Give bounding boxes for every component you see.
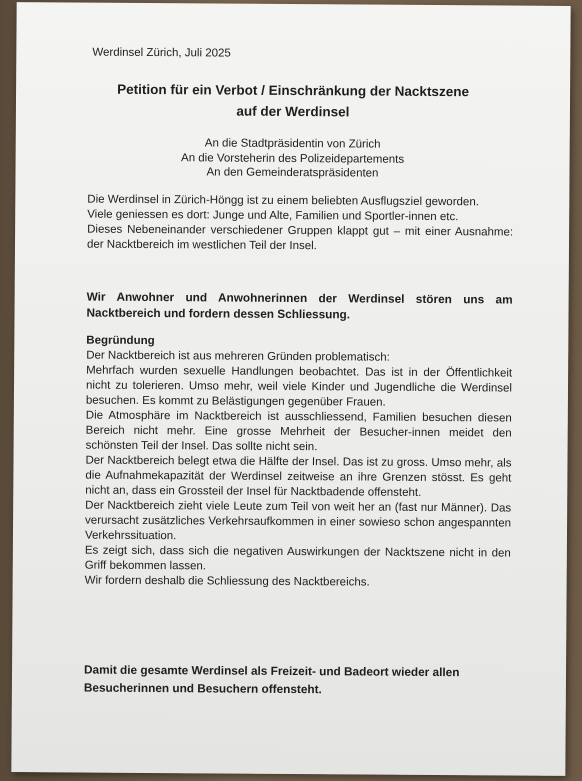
reasons-section	[85, 334, 513, 592]
reason-paragraph: Der Nacktbereich zieht viele Leute zum Teil von weit her an (fast nur Männer). Das verursacht zusätzliches Verkehrsaufkommen in einer sowieso schon angespannten Verkehrssituation.	[84, 499, 512, 543]
addressee-2: An die Vorsteherin des Polizeidepartements	[181, 151, 405, 166]
reason-paragraph: Die Atmosphäre im Nacktbereich ist ausschliessend, Familien besuchen diesen Bereich nicht mehr. Eine grosse Mehrheit der Besucher-innen meidet den schönsten Teil der Insel. Das sollte nicht sein.	[85, 409, 512, 454]
reason-paragraph: Mehrfach wurden sexuelle Handlungen beobachtet. Das ist in der Öffentlichkeit nicht zu tolerieren. Umso mehr, weil viele Kinder und Jugendliche die Werdinsel besuchen. Es kommt zu Belästigungen gegenüber Frauen.	[85, 364, 513, 409]
closing-statement: Damit die gesamte Werdinsel als Freizeit- und Badeort wieder allen Besucherinnen und Besuchern offensteht.	[83, 662, 460, 697]
reason-paragraph: Der Nacktbereich belegt etwa die Hälfte der Insel. Das ist zu gross. Umso mehr, als die Aufnahmekapazität der Werdinsel zeitweise an ihre Grenzen stösst. Es geht nicht an, dass ein Grossteil der Insel für Nacktbadende offensteht.	[85, 454, 512, 499]
date-line: Werdinsel Zürich, Juli 2025	[92, 46, 231, 60]
intro-sentence-2: Viele geniessen es dort: Junge und Alte, Familien und Sportler-innen etc.	[87, 208, 459, 224]
addressee-3: An den Gemeinderatspräsidenten	[206, 166, 379, 180]
intro-paragraph	[87, 193, 513, 256]
intro-sentence-1: Die Werdinsel in Zürich-Höngg ist zu einem beliebten Ausflugsziel geworden.	[87, 193, 479, 209]
addressee-1: An die Stadtpräsidentin von Zürich	[204, 137, 381, 151]
title-line-2: auf der Werdinsel	[236, 103, 350, 120]
intro-sentence-3: Dieses Nebeneinander verschiedener Gruppen klappt gut – mit einer Ausnahme: der Nacktbereich im westlichen Teil der Insel.	[86, 223, 514, 253]
reason-paragraph: Der Nacktbereich ist aus mehreren Gründen problematisch:	[86, 349, 390, 364]
reasons-heading: Begründung	[86, 334, 155, 348]
addressee-block	[15, 135, 569, 182]
reason-paragraph: Es zeigt sich, dass sich die negativen Auswirkungen der Nacktszene nicht in den Griff bekommen lassen.	[84, 544, 511, 573]
reason-paragraph: Wir fordern deshalb die Schliessung des Nacktbereichs.	[84, 574, 370, 589]
petition-sheet	[11, 2, 570, 776]
demand-statement: Wir Anwohner und Anwohnerinnen der Werdinsel stören uns am Nacktbereich und fordern dessen Schliessung.	[86, 289, 513, 322]
title-line-1: Petition für ein Verbot / Einschränkung der Nacktszene	[117, 81, 470, 100]
petition-title	[16, 78, 570, 124]
